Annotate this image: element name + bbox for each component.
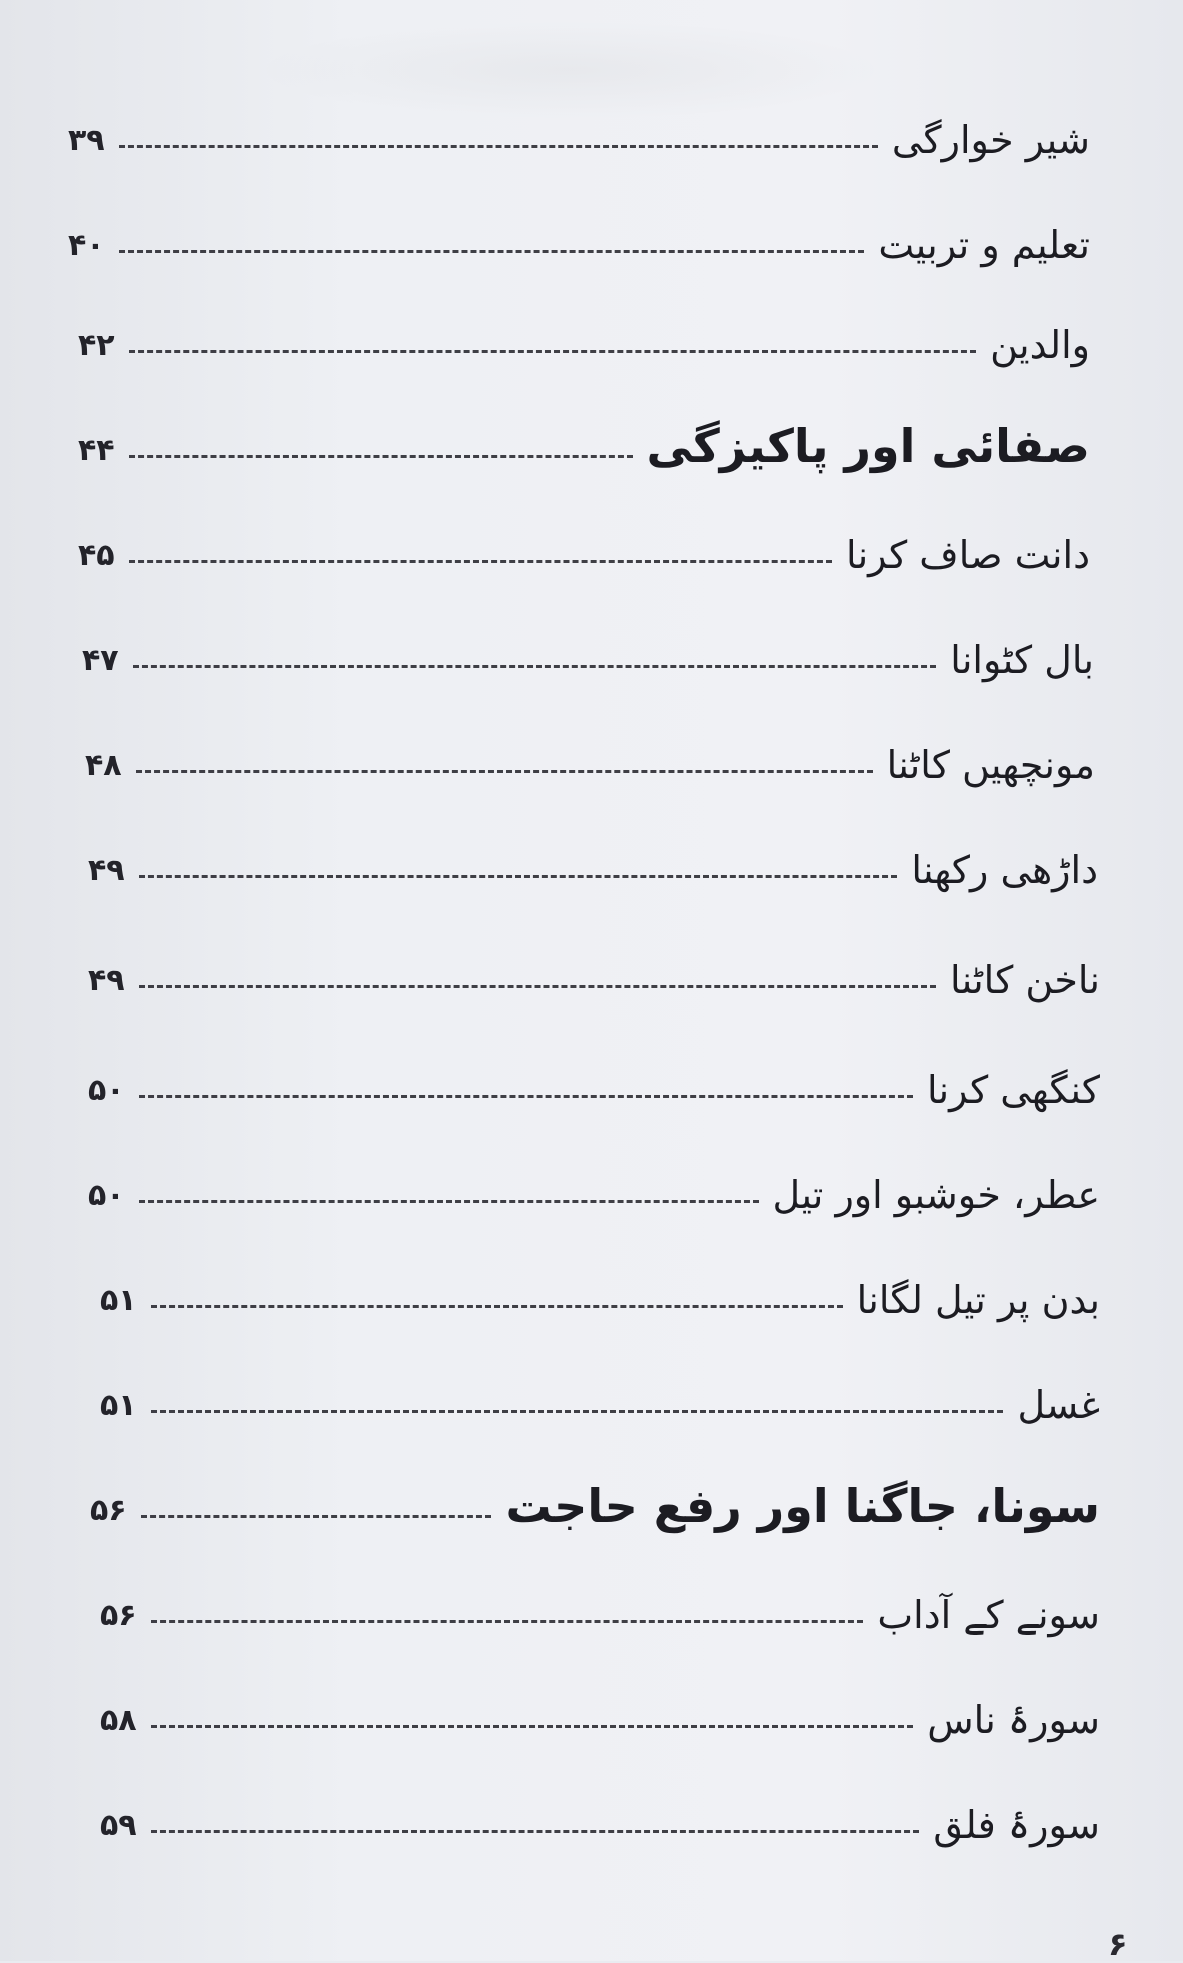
toc-title: بدن پر تیل لگانا [856, 1278, 1100, 1323]
dotted-leader [139, 1200, 759, 1203]
dotted-leader [141, 1515, 492, 1518]
toc-entry [88, 1155, 1100, 1225]
toc-title: والدین [990, 323, 1090, 368]
toc-entry [85, 725, 1095, 795]
dotted-leader [151, 1830, 920, 1833]
toc-title: صفائی اور پاکیزگی [646, 418, 1090, 473]
toc-entry [100, 1575, 1100, 1645]
dotted-leader [139, 1095, 913, 1098]
toc-title: داڑھی رکھنا [911, 848, 1098, 893]
toc-page-number: ۴۹ [88, 853, 125, 888]
toc-entry [90, 1470, 1100, 1540]
dotted-leader [151, 1620, 864, 1623]
dotted-leader [151, 1410, 1004, 1413]
dotted-leader [136, 770, 873, 773]
toc-title: دانت صاف کرنا [846, 533, 1090, 578]
toc-title: مونچھیں کاٹنا [886, 743, 1095, 788]
toc-page-number: ۵۱ [100, 1388, 137, 1423]
dotted-leader [119, 145, 878, 148]
toc-entry [100, 1260, 1100, 1330]
toc-entry [78, 410, 1090, 480]
toc-title: سورۂ فلق [933, 1803, 1100, 1848]
dotted-leader [151, 1305, 843, 1308]
dotted-leader [119, 250, 865, 253]
toc-entry [78, 515, 1090, 585]
toc-page-number: ۵۰ [88, 1073, 125, 1108]
toc-page-number: ۵۸ [100, 1703, 137, 1738]
toc-page-number: ۵۶ [100, 1598, 137, 1633]
toc-entry [88, 830, 1098, 900]
toc-title: کنگھی کرنا [926, 1068, 1100, 1113]
toc-title: سونے کے آداب [877, 1593, 1100, 1638]
toc-page-number: ۳۹ [68, 123, 105, 158]
toc-page-number: ۴۹ [88, 963, 125, 998]
toc-page-number: ۴۰ [68, 228, 105, 263]
toc-title: بال کٹوانا [950, 638, 1094, 683]
dotted-leader [133, 665, 937, 668]
toc-page-number: ۵۹ [100, 1808, 137, 1843]
dotted-leader [129, 560, 832, 563]
toc-entry [100, 1365, 1100, 1435]
toc-title: سورۂ ناس [927, 1698, 1100, 1743]
toc-title: شیر خوارگی [891, 118, 1090, 163]
toc-entry [100, 1785, 1100, 1855]
toc-title: غسل [1017, 1383, 1100, 1428]
toc-page-number: ۴۸ [85, 748, 122, 783]
toc-title: ناخن کاٹنا [950, 958, 1100, 1003]
toc-page-number: ۵۱ [100, 1283, 137, 1318]
page-number: ۶ [1108, 1925, 1128, 1963]
toc-title: تعلیم و تربیت [878, 223, 1090, 268]
toc-page-number: ۵۰ [88, 1178, 125, 1213]
dotted-leader [151, 1725, 914, 1728]
toc-page-number: ۴۵ [78, 538, 115, 573]
dotted-leader [129, 455, 633, 458]
toc-entry [100, 1680, 1100, 1750]
toc-entry [68, 100, 1090, 170]
toc-entry [88, 1050, 1100, 1120]
toc-title: سونا، جاگنا اور رفع حاجت [505, 1478, 1100, 1533]
toc-entry [78, 305, 1090, 375]
toc-page-number: ۴۲ [78, 328, 115, 363]
toc-entry [68, 205, 1090, 275]
toc-entry [82, 620, 1094, 690]
toc-page-number: ۴۴ [78, 433, 115, 468]
toc-page-number: ۴۷ [82, 643, 119, 678]
toc-page-number: ۵۶ [90, 1493, 127, 1528]
dotted-leader [139, 875, 898, 878]
toc-entry [88, 940, 1100, 1010]
toc-title: عطر، خوشبو اور تیل [772, 1173, 1100, 1218]
dotted-leader [139, 985, 936, 988]
dotted-leader [129, 350, 976, 353]
